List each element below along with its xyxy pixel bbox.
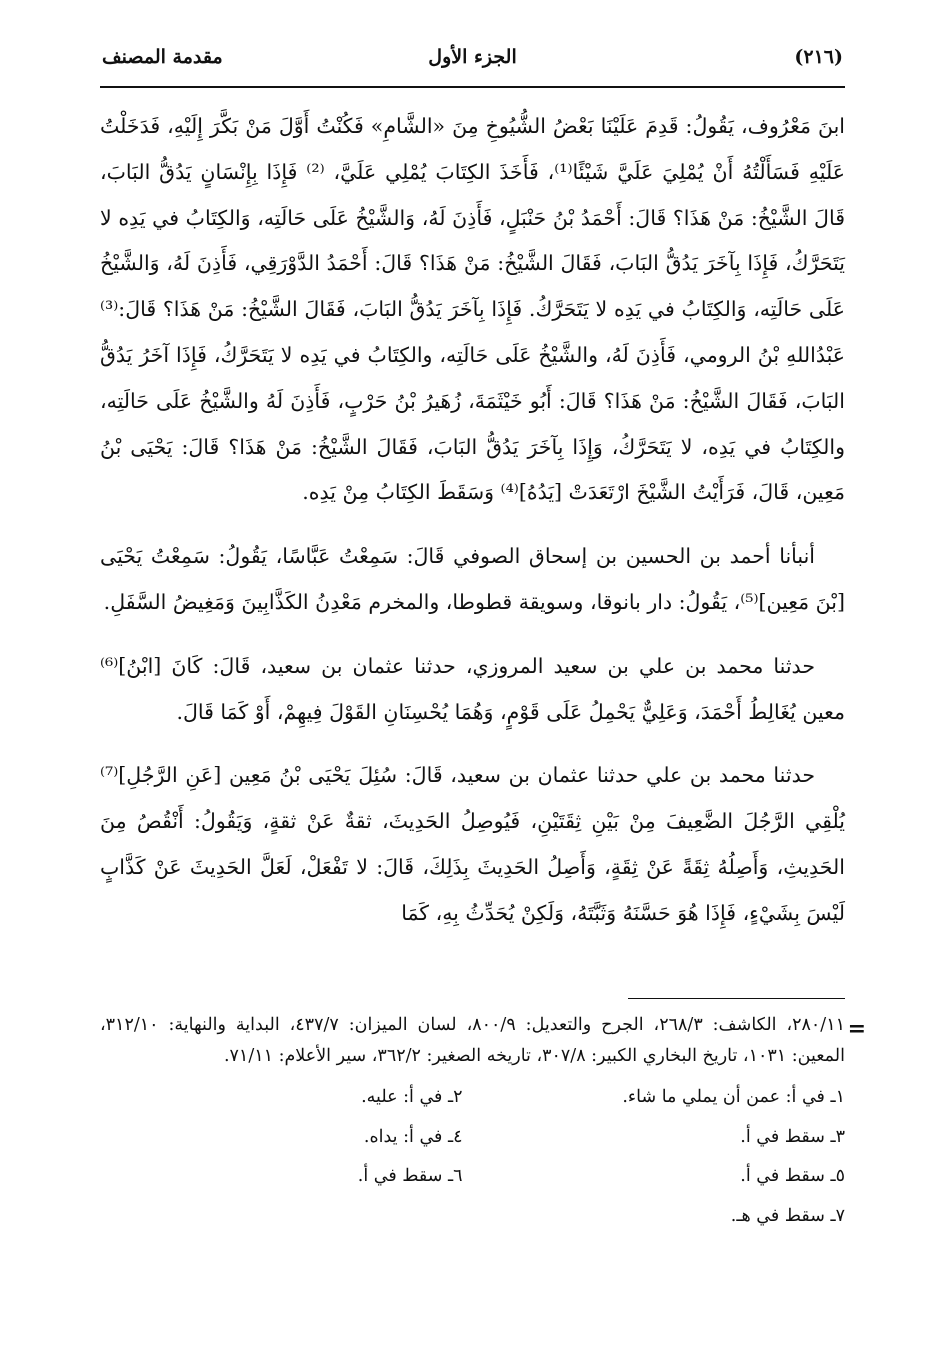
paragraph-3: حدثنا محمد بن علي بن سعيد المروزي، حدثنا عثمان بن سعيد، قَالَ: كَانَ [ابْنُ]⁽⁶⁾ معين يُغَالِطُ أَحْمَدَ، وَعَلِيٌّ يَحْمِلُ عَلَى قَوْمٍ، وَهُمَا يُحْسِنَانِ القَوْلَ فِيهِمْ، أَوْ كَمَا قَالَ. [100, 653, 845, 724]
footnote-rule [628, 998, 845, 999]
footnote-2: ٢ـ في أ: عليه. [361, 1087, 463, 1107]
continuation-mark: = [847, 1016, 866, 1042]
footnote-continuation: ٢٨٠/١١، الكاشف: ٢٦٨/٣، الجرح والتعديل: ٨٠٠/٩، لسان الميزان: ٤٣٧/٧، البداية والنهاية: ٣١٢/١٠، المعين: ١٠٣١، تاريخ البخاري الكبير: ٣٠٧/٨، تاريخه الصغير: ٣٦٢/٢، سير الأعلام: ٧١/١١. [100, 1015, 846, 1066]
volume-title: الجزء الأول [428, 46, 517, 68]
header-rule [100, 86, 845, 88]
footnote-3: ٣ـ سقط في أ. [740, 1126, 845, 1147]
page-header [100, 40, 845, 84]
section-title: مقدمة المصنف [102, 46, 223, 68]
page-number: (٢١٦) [794, 46, 843, 68]
main-text [100, 104, 845, 955]
paragraph-1: ابنَ مَعْرُوف، يَقُولُ: قَدِمَ عَلَيْنَا بَعْضُ الشُّيُوخِ مِنَ «الشَّامِ» فَكُنْتُ أَوَّلَ مَنْ بَكَّرَ إِلَيْهِ، فَدَخَلْتُ عَلَيْهِ فَسَأَلْتُهُ أَنْ يُمْلِيَ عَلَيَّ شَيْئًا⁽¹⁾، فَأَخَذَ الكِتَابَ يُمْلِي عَلَيَّ، ⁽²⁾ فَإِذَا بِإِنْسَانٍ يَدُقُّ البَابَ، قَالَ الشَّيْخُ: مَنْ هَذَا؟ قَالَ: أَحْمَدُ بْنُ حَنْبَلٍ، فَأَذِنَ لَهُ، وَالشَّيْخُ عَلَى حَالَتِه، وَالكِتَابُ في يَدِه لا يَتَحَرَّكُ، فَإِذَا بِآخَرَ يَدُقُّ البَابَ، فَقَالَ الشَّيْخُ: مَنْ هَذَا؟ قَالَ: أَحْمَدُ الدَّوْرَقِي، فَأَذِنَ لَهُ، وَالشَّيْخُ عَلَى حَالَتِه، وَالكِتَابُ في يَدِه لا يَتَحَرَّكُ. فَإِذَا بِآخَرَ يَدُقُّ البَابَ، فَقَالَ الشَّيْخُ: مَنْ هَذَا؟ قَالَ:⁽³⁾ عَبْدُاللهِ بْنُ الرومي، فَأَذِنَ لَهُ، والشَّيْخُ عَلَى حَالَتِه، والكِتَابُ في يَدِه لا يَتَحَرَّكُ، فَإِذَا آخَرُ يَدُقُّ البَابَ، فَقَالَ الشَّيْخُ: مَنْ هَذَا؟ قَالَ: أَبُو خَيْثَمَةَ، زُهَيرُ بْنُ حَرْبٍ، فَأَذِنَ لَهُ والشَّيْخُ عَلَى حَالَتِه، والكِتَابُ في يَدِه، لا يَتَحَرَّكُ، وَإِذَا بِآخَرَ يَدُقُّ البَابَ، فَقَالَ الشَّيْخُ: مَنْ هَذَا؟ قَالَ: يَحْيَى بْنُ مَعِين، قَالَ، فَرَأَيْتُ الشَّيْخَ ارْتَعَدَتْ [يَدُهُ]⁽⁴⁾ وَسَقَطَ الكِتَابُ مِنْ يَدِه. [100, 114, 845, 505]
paragraph-2: أنبأنا أحمد بن الحسين بن إسحاق الصوفي قَالَ: سَمِعْتُ عَبَّاسًا، يَقُولُ: سَمِعْتُ يَحْيَى [بْنَ مَعِين]⁽⁵⁾، يَقُولُ: دار بانوقا، وسويقة قطوطا، والمخرم مَعْدِنُ الكَذَّابِينَ وَمَغِيضُ السَّفَلِ. [100, 544, 845, 614]
footnote-5: ٥ـ سقط في أ. [740, 1166, 845, 1186]
footnote-list [100, 1078, 845, 1236]
footnotes [100, 1010, 845, 1236]
footnote-6: ٦ـ سقط في أ. [357, 1166, 463, 1186]
footnote-7: ٧ـ سقط في هـ. [730, 1205, 845, 1226]
paragraph-4: حدثنا محمد بن علي حدثنا عثمان بن سعيد، قَالَ: سُئِلَ يَحْيَى بْنُ مَعِين [عَنِ الرَّجُلِ]⁽⁷⁾ يُلْقِي الرَّجُلَ الضَّعِيفَ مِنْ بَيْنِ ثِقَتَيْنِ، فَيُوصِلُ الحَدِيثَ، ثقةٌ عَنْ ثقةٍ، وَيَقُولُ: أَنْقُصُ مِنَ الحَدِيثِ، وَأَصِلُهُ ثِقَةً عَنْ ثِقَةٍ، وَأَصِلُ الحَدِيثَ بِذَلِكَ، قَالَ: لا تَفْعَلْ، لَعَلَّ الحَدِيثَ عَنْ كَذَّابٍ لَيْسَ بِشَيْءٍ، فَإِذَا هُوَ حَسَّنَهُ وَثَبَّتَهُ، وَلَكِنْ يُحَدِّثُ بِهِ، كَمَا [100, 763, 845, 925]
footnote-4: ٤ـ في أ: يداه. [363, 1126, 463, 1147]
footnote-1: ١ـ في أ: عمن أن يملي ما شاء. [622, 1087, 845, 1107]
